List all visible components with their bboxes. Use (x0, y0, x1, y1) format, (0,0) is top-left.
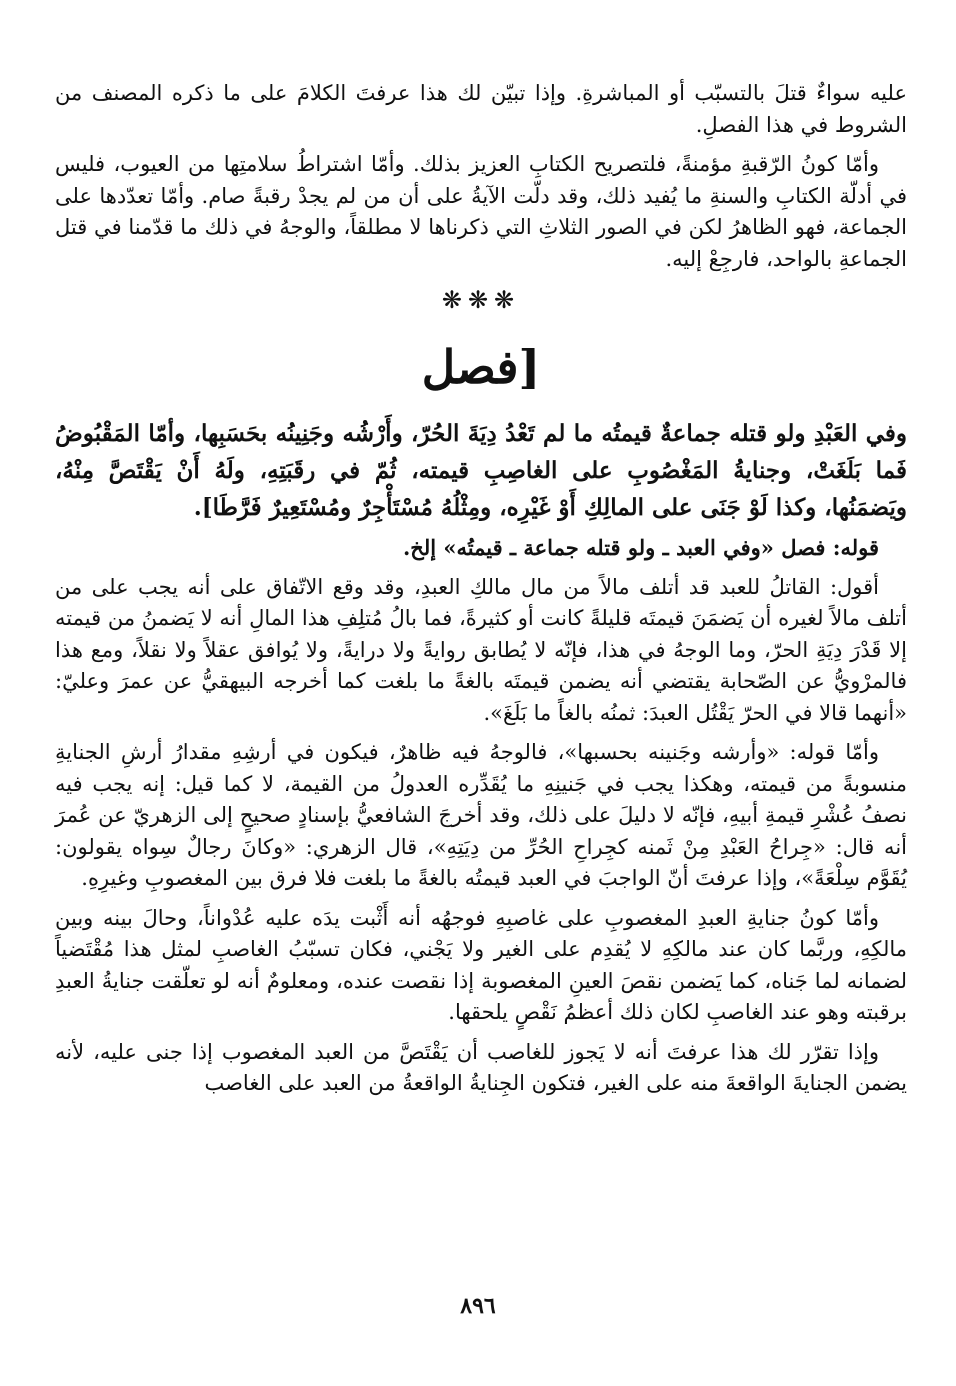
paragraph-arsh: وأمّا قوله: «وأرشه وجَنينه بحسبها»، فالوجهُ فيه ظاهرٌ، فيكون في أرشِهِ مقدارُ أرشِ الجنايةِ منسوبةً من قيمته، وهكذا يجب في جَنينِهِ ما يُقَدِّره العدولُ من القيمة، لا كما قيل: إنه يجب فيه نصفُ عُشْرِ قيمةِ أبيهِ، فإنّه لا دليلَ على ذلك، وقد أخرجَ الشافعيُّ بإسنادٍ صحيحٍ إلى الزهريّ عن عُمرَ أنه قال: «جِراحُ العَبْدِ مِنْ ثَمنه كجِراحِ الحُرِّ من دِيَتِهِ»، قال الزهري: «وكانَ رجالٌ سِواه يقولون: يُقَوَّم سِلْعَةً»، وإذا عرفتَ أنّ الواجبَ في العبد قيمتُه بالغةً ما بلغت فلا فرق بين المغصوبِ وغيرِهِ. (55, 740, 907, 890)
section-separator: ❋❋❋ (441, 286, 521, 314)
paragraph-raqaba: وأمّا كونُ الرّقبةِ مؤمنةً، فلتصريح الكتابِ العزيز بذلك. وأمّا اشتراطُ سلامتِها من العيوب، فليس في أدلّة الكتابِ والسنةِ ما يُفيد ذلك، وقد دلّت الآيةُ على أن من لم يجدْ رقبةً صام. وأمّا تعدّدها على الجماعة، فهو الظاهرُ لكن في الصور الثلاثِ التي ذكرناها لا مطلقاً، والوجهُ في ذلك ما قدّمنا في قتل الجماعةِ بالواحد، فارجِعْ إليه. (55, 152, 907, 271)
paragraph-aqul: أقول: القاتلُ للعبد قد أتلف مالاً من مال مالكِ العبدِ، وقد وقع الاتّفاق على أنه يجب على من أتلف مالاً لغيره أن يَضمَنَ قيمتَه قليلةً كانت أو كثيرةً، فما بالُ مُتلِفِ هذا المالِ أنه لا يَضمنُ من قيمته إلا قَدْرَ دِيَةِ الحرّ، وما الوجهُ في هذا، فإنّه لا يُطابق روايةً ولا درايةً، ولا يُوافق عقلاً ولا نقلاً، ومع هذا فالمرْويُّ عن الصّحابة يقتضي أنه يضمن قيمتَه بالغةً ما بلغت كما أخرجه البيهقيُّ عن عمرَ وعليّ: «أنهما قالا في الحرّ يَقْتُل العبدَ: ثمنُه بالغاً ما بَلَغَ». (55, 574, 907, 725)
paragraph-intro: عليه سواءٌ قتلَ بالتسبّب أو المباشرةِ. وإذا تبيّن لك هذا عرفتَ الكلامَ على ما ذكره المصنف من الشروط في هذا الفصلِ. (55, 81, 907, 137)
page-number: ٨٩٦ (460, 1293, 496, 1319)
qawluh-line: قوله: فصل «وفي العبد ـ ولو قتله جماعة ـ قيمتُه» إلخ. (402, 535, 879, 560)
page-body (55, 78, 907, 1108)
section-heading: [فصل (421, 340, 541, 394)
paragraph-qisas: وإذا تقرّر لك هذا عرفتَ أنه لا يَجوز للغاصب أن يَقْتَصَّ من العبد المغصوب إذا جنى عليه، لأنه يضمن الجنايةَ الواقعةَ منه على الغير، فتكون الجِنايةُ الواقعةُ من العبد على الغاصب (55, 1039, 907, 1095)
matn-text: وفي العَبْدِ ولو قتله جماعةٌ قيمتُه ما لم تَعْدُ دِيَةَ الحُرّ، وأَرْشُه وجَنِينُه بحَسَبِها، وأمّا المَقْبُوضُ فَما بَلَغَتْ، وجنايةُ المَغْصُوبِ على الغاصِبِ قيمته، ثُمّ في رقَبَتِهِ، ولَهُ أَنْ يَقْتَصَّ مِنْهُ، ويَضمَنُها، وكذا لَوْ جَنَى على المالِكِ أَوْ غَيْرِه، ومِثْلُهُ مُسْتَأْجِرٌ ومُسْتَعِيرٌ فَرَّطَا]. (55, 420, 907, 521)
paragraph-ghasib: وأمّا كونُ جنايةِ العبدِ المغصوبِ على غاصبِهِ فوجهُه أنه أَثْبت يدَه عليه عُدْواناً، وحالَ بينه وبين مالكِهِ، وربَّما كان عند مالكِهِ لا يُقدِم على الغير ولا يَجْني، فكان تسبّبُ الغاصبِ لمثل هذا مُقْتَضياً لضمانه لما جَناه، كما يَضمن نقصَ العينِ المغصوبة إذا نقصت عنده، ومعلومٌ أنه لو تعلّقت جنايةُ العبدِ برقبته وهو عند الغاصبِ لكان ذلك أعظمُ نَقْصٍ يلحقها. (55, 905, 907, 1024)
